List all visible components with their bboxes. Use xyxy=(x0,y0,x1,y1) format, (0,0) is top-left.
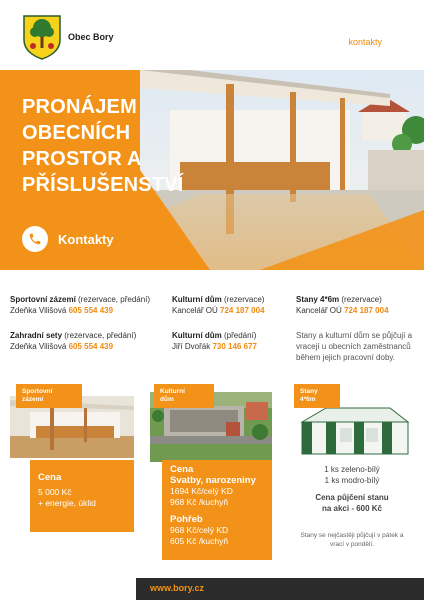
contact-phone[interactable]: 724 187 004 xyxy=(344,306,389,315)
tent-price-line: na akci - 600 Kč xyxy=(321,504,383,513)
contact-name: Kancelář OÚ xyxy=(296,306,345,315)
contact-phone[interactable]: 605 554 439 xyxy=(68,342,114,351)
contacts-column-2 xyxy=(172,294,290,366)
contact-name: Jiří Dvořák xyxy=(172,342,213,351)
contact-title: Kulturní dům xyxy=(172,295,222,304)
contact-entry xyxy=(10,330,170,352)
tag-line: Sportovní xyxy=(22,388,53,395)
price-line: 605 Kč /kuchyň xyxy=(170,536,229,546)
sport-facility-tag xyxy=(16,384,82,408)
price-heading: Cena xyxy=(38,472,62,483)
contact-phone[interactable]: 724 187 004 xyxy=(220,306,265,315)
price-line: 968 Kč /kuchyň xyxy=(170,497,229,507)
contact-entry xyxy=(10,294,170,316)
tag-line: Kulturní xyxy=(160,388,185,395)
price-line: 5 000 Kč xyxy=(38,487,72,497)
price-subheading: Pohřeb xyxy=(170,514,203,525)
tent-price-line: Cena půjčení stanu xyxy=(315,493,389,502)
tent-line: 1 ks zeleno-bílý xyxy=(324,465,380,474)
contacts-column-1 xyxy=(10,294,170,366)
contact-entry xyxy=(296,294,416,316)
contact-qualifier: (rezervace) xyxy=(339,295,382,304)
price-line: 1694 Kč/celý KD xyxy=(170,486,233,496)
tag-line: 4*6m xyxy=(300,396,316,403)
hero-title-line-1: PRONÁJEM xyxy=(22,96,137,118)
contact-qualifier: (rezervace) xyxy=(221,295,265,304)
culture-house-price-box xyxy=(162,460,272,560)
brand-name: Obec Bory xyxy=(68,32,114,42)
rental-note: Stany a kulturní dům se půjčují a vracejí u obecních zaměstnanců během jejich pracovní doby. xyxy=(296,331,413,362)
contact-title: Sportovní zázemí xyxy=(10,295,76,304)
tag-line: zázemí xyxy=(22,396,44,403)
contact-qualifier: (předání) xyxy=(221,331,257,340)
tag-line: dům xyxy=(160,396,174,403)
contact-name: Kancelář OÚ xyxy=(172,306,221,315)
contact-title: Kulturní dům xyxy=(172,331,222,340)
price-line: 968 Kč/celý KD xyxy=(170,525,229,535)
contact-entry xyxy=(172,330,290,352)
hero-title-line-2: OBECNÍCH xyxy=(22,122,131,144)
hero-title-line-4: PŘÍSLUŠENSTVÍ xyxy=(22,174,184,196)
contact-qualifier: (rezervace, předání) xyxy=(75,295,151,304)
price-subheading: Svatby, narozeniny xyxy=(170,475,256,486)
contact-phone[interactable]: 605 554 439 xyxy=(68,306,114,315)
phone-icon xyxy=(22,226,48,252)
contacts-link[interactable]: kontakty xyxy=(348,37,382,47)
tag-line: Stany xyxy=(300,388,318,395)
contact-name: Zdeňka Vilišová xyxy=(10,306,69,315)
price-heading: Cena xyxy=(170,464,194,475)
price-line: + energie, úklid xyxy=(38,498,96,508)
hero-title-line-3: PROSTOR A xyxy=(22,148,142,170)
tents-tag xyxy=(294,384,340,408)
contact-title: Stany 4*6m xyxy=(296,295,340,304)
contacts-column-3 xyxy=(296,294,416,377)
coat-of-arms-logo xyxy=(22,14,62,60)
tents-description xyxy=(300,464,404,514)
contact-qualifier: (rezervace, předání) xyxy=(62,331,137,340)
tent-photo xyxy=(296,402,412,460)
tents-note: Stany se nejčastěji půjčují v pátek a vrací v pondělí. xyxy=(300,532,404,548)
contact-entry xyxy=(172,294,290,316)
culture-house-tag xyxy=(154,384,214,408)
contact-name: Zdeňka Vilišová xyxy=(10,342,69,351)
hero-contact-label: Kontakty xyxy=(58,231,114,247)
tent-line: 1 ks modro-bílý xyxy=(324,476,380,485)
hero-contact-button[interactable] xyxy=(22,226,114,252)
footer-left-block xyxy=(0,578,136,600)
hero-title xyxy=(22,94,222,198)
contact-phone[interactable]: 730 146 677 xyxy=(212,342,257,351)
sport-facility-price-box xyxy=(30,460,134,532)
website-link[interactable]: www.bory.cz xyxy=(150,583,205,593)
contact-title: Zahradní sety xyxy=(10,331,63,340)
